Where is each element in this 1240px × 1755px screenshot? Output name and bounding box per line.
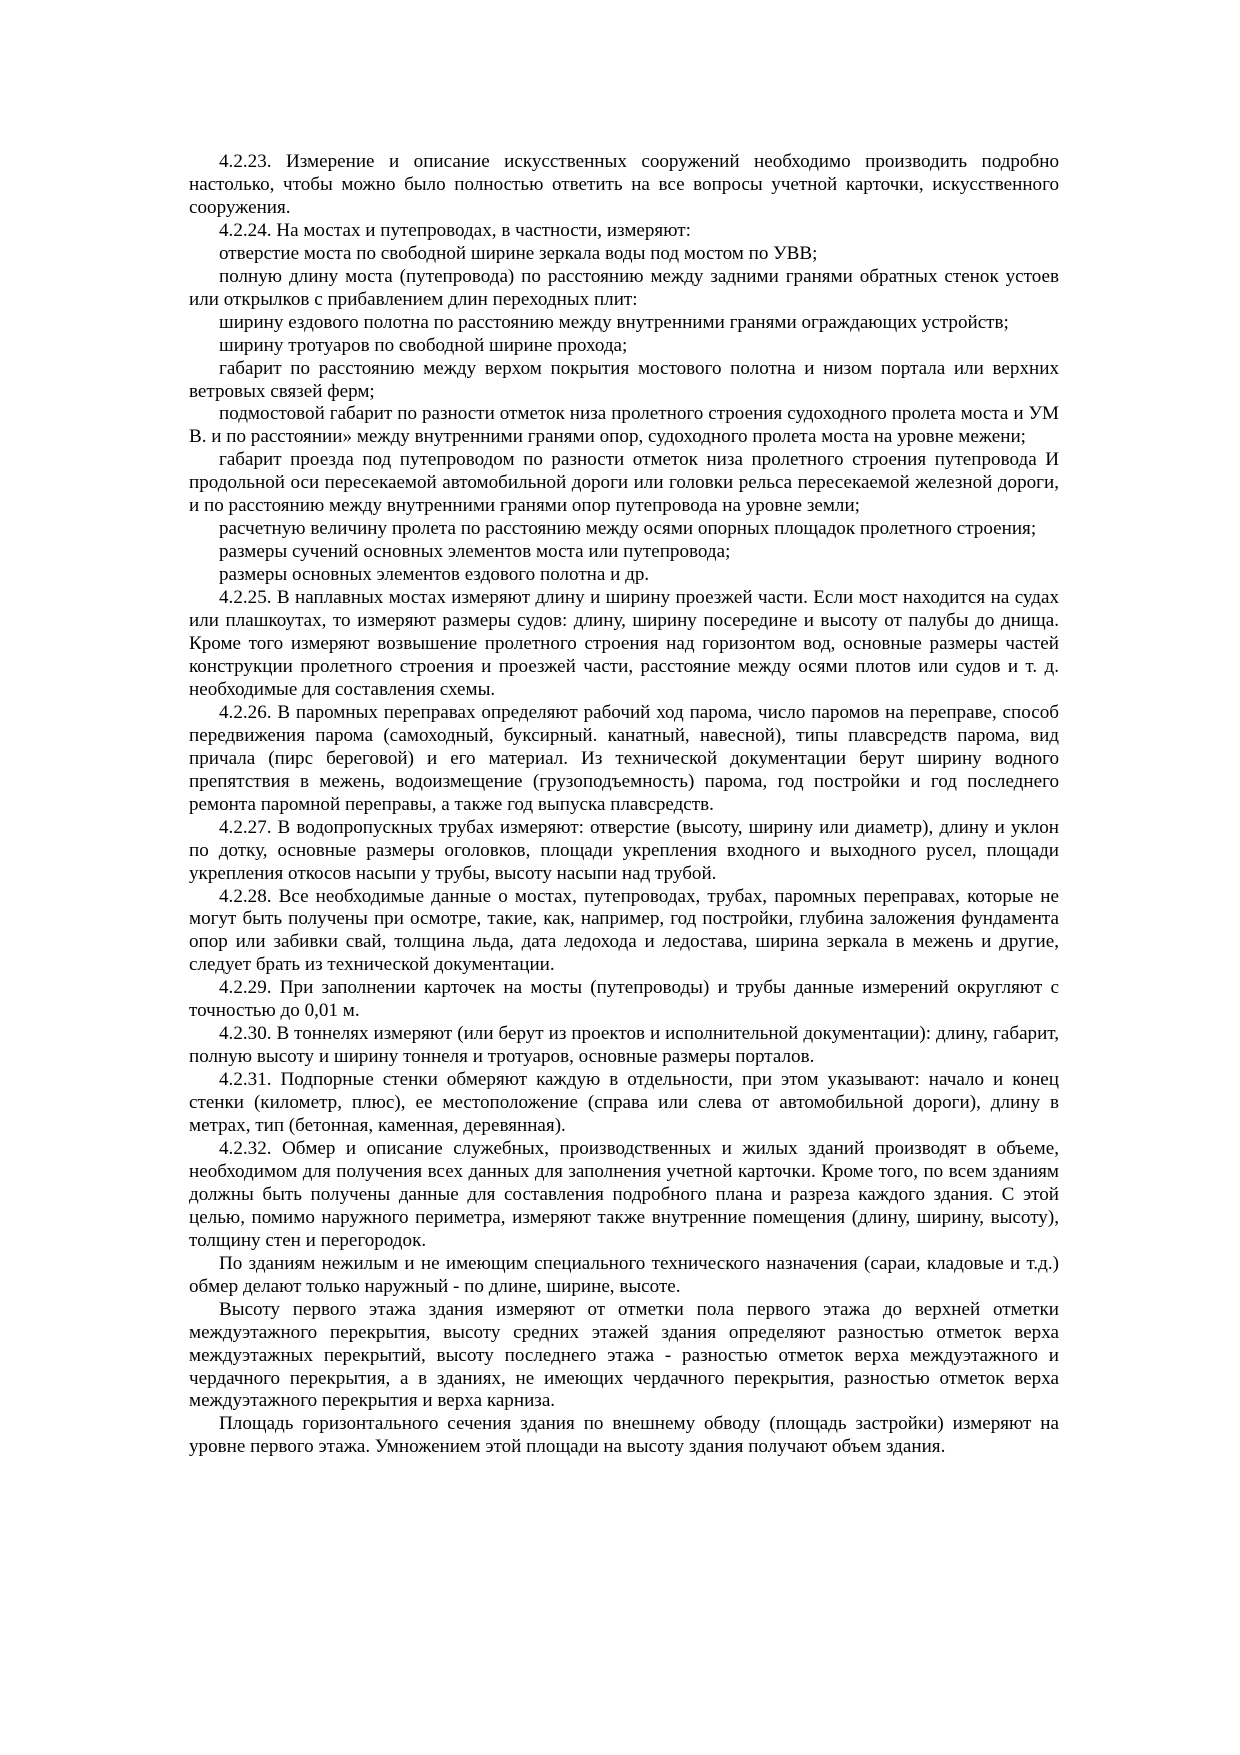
paragraph-4-2-29: 4.2.29. При заполнении карточек на мосты (путепроводы) и трубы данные измерений округляют с точностью до 0,01 м.	[189, 977, 1059, 1022]
list-item-element-sections: размеры сучений основных элементов моста или путепровода;	[219, 541, 731, 563]
list-item-deck-elements: размеры основных элементов ездового полотна и др.	[219, 564, 650, 586]
paragraph-4-2-24: 4.2.24. На мостах и путепроводах, в частности, измеряют:	[219, 219, 691, 241]
paragraph-floor-height: Высоту первого этажа здания измеряют от отметки пола первого этажа до верхней отметки междуэтажного перекрытия, высоту средних этажей здания определяют разностью отметок верха междуэтажных перекрытий, высоту последнего этажа - разностью отметок верха междуэтажного и чердачного перекрытия, а в зданиях, не имеющих чердачного перекрытия, разностью отметок верха междуэтажного перекрытия и верха карниза.	[189, 1298, 1059, 1412]
paragraph-4-2-30: 4.2.30. В тоннелях измеряют (или берут из проектов и исполнительной документации): длину, габарит, полную высоту и ширину тоннеля и тротуаров, основные размеры порталов.	[189, 1023, 1059, 1068]
paragraph-4-2-27: 4.2.27. В водопропускных трубах измеряют: отверстие (высоту, ширину или диаметр), длину и уклон по дотку, основные размеры оголовков, площади укрепления входного и выходного русел, площади укрепления откосов насыпи у трубы, высоту насыпи над трубой.	[189, 816, 1059, 884]
list-item-bridge-opening: отверстие моста по свободной ширине зеркала воды под мостом по УВВ;	[219, 242, 818, 264]
paragraph-4-2-31: 4.2.31. Подпорные стенки обмеряют каждую в отдельности, при этом указывают: начало и конец стенки (километр, плюс), ее местоположение (справа или слева от автомобильной дороги), длину в метрах, тип (бетонная, каменная, деревянная).	[189, 1069, 1059, 1137]
list-item-full-length: полную длину моста (путепровода) по расстоянию между задними гранями обратных стенок устоев или открылков с прибавлением длин переходных плит:	[189, 265, 1059, 310]
paragraph-4-2-32: 4.2.32. Обмер и описание служебных, производственных и жилых зданий производят в объеме, необходимом для получения всех данных для заполнения учетной карточки. Кроме того, по всем зданиям должны быть получены данные для составления подробного плана и разреза каждого здания. С этой целью, помимо наружного периметра, измеряют также внутренние помещения (длину, ширину, высоту), толщину стен и перегородок.	[189, 1137, 1059, 1251]
paragraph-building-area: Площадь горизонтального сечения здания по внешнему обводу (площадь застройки) измеряют на уровне первого этажа. Умножением этой площади на высоту здания получают объем здания.	[189, 1413, 1059, 1458]
list-item-sidewalk-width: ширину тротуаров по свободной ширине прохода;	[219, 334, 628, 356]
document-body	[189, 151, 1059, 1459]
paragraph-4-2-23: 4.2.23. Измерение и описание искусственных сооружений необходимо производить подробно настолько, чтобы можно было полностью ответить на все вопросы учетной карточки, искусственного сооружения.	[189, 151, 1059, 218]
paragraph-4-2-26: 4.2.26. В паромных переправах определяют рабочий ход парома, число паромов на переправе, способ передвижения парома (самоходный, буксирный. канатный, навесной), типы плавсредств парома, вид причала (пирс береговой) и его материал. Из технической документации берут ширину водного препятствия в межень, водоизмещение (грузоподъемность) парома, год постройки и год последнего ремонта паромной переправы, а также год выпуска плавсредств.	[189, 701, 1059, 815]
paragraph-non-residential-buildings: По зданиям нежилым и не имеющим специального технического назначения (сараи, кладовые и т.д.) обмер делают только наружный - по длине, ширине, высоте.	[189, 1252, 1059, 1297]
list-item-overpass-clearance: габарит проезда под путепроводом по разности отметок низа пролетного строения путепровода И продольной оси пересекаемой автомобильной дороги или головки рельса пересекаемой железной дороги, и по расстоянию между внутренними гранями опор путепровода на уровне земли;	[189, 449, 1059, 517]
list-item-carriageway-width: ширину ездового полотна по расстоянию между внутренними гранями ограждающих устройств;	[219, 311, 1009, 333]
paragraph-4-2-28: 4.2.28. Все необходимые данные о мостах, путепроводах, трубах, паромных переправах, которые не могут быть получены при осмотре, такие, как, например, год постройки, глубина заложения фундамента опор или забивки свай, толщина льда, дата ледохода и ледостава, ширина зеркала в межень и другие, следует брать из технической документации.	[189, 885, 1059, 976]
list-item-clearance: габарит по расстоянию между верхом покрытия мостового полотна и низом портала или верхних ветровых связей ферм;	[189, 357, 1059, 402]
list-item-under-bridge-clearance: подмостовой габарит по разности отметок низа пролетного строения судоходного пролета моста и УМ В. и по расстоянии» между внутренними гранями опор, судоходного пролета моста на уровне межени;	[189, 403, 1059, 448]
paragraph-4-2-25: 4.2.25. В наплавных мостах измеряют длину и ширину проезжей части. Если мост находится на судах или плашкоутах, то измеряют размеры судов: длину, ширину посередине и высоту от палубы до днища. Кроме того измеряют возвышение пролетного строения над горизонтом вод, основные размеры частей конструкции пролетного строения и проезжей части, расстояние между осями плотов или судов и т. д. необходимые для составления схемы.	[189, 587, 1059, 700]
list-item-span-length: расчетную величину пролета по расстоянию между осями опорных площадок пролетного строения;	[219, 518, 1037, 540]
